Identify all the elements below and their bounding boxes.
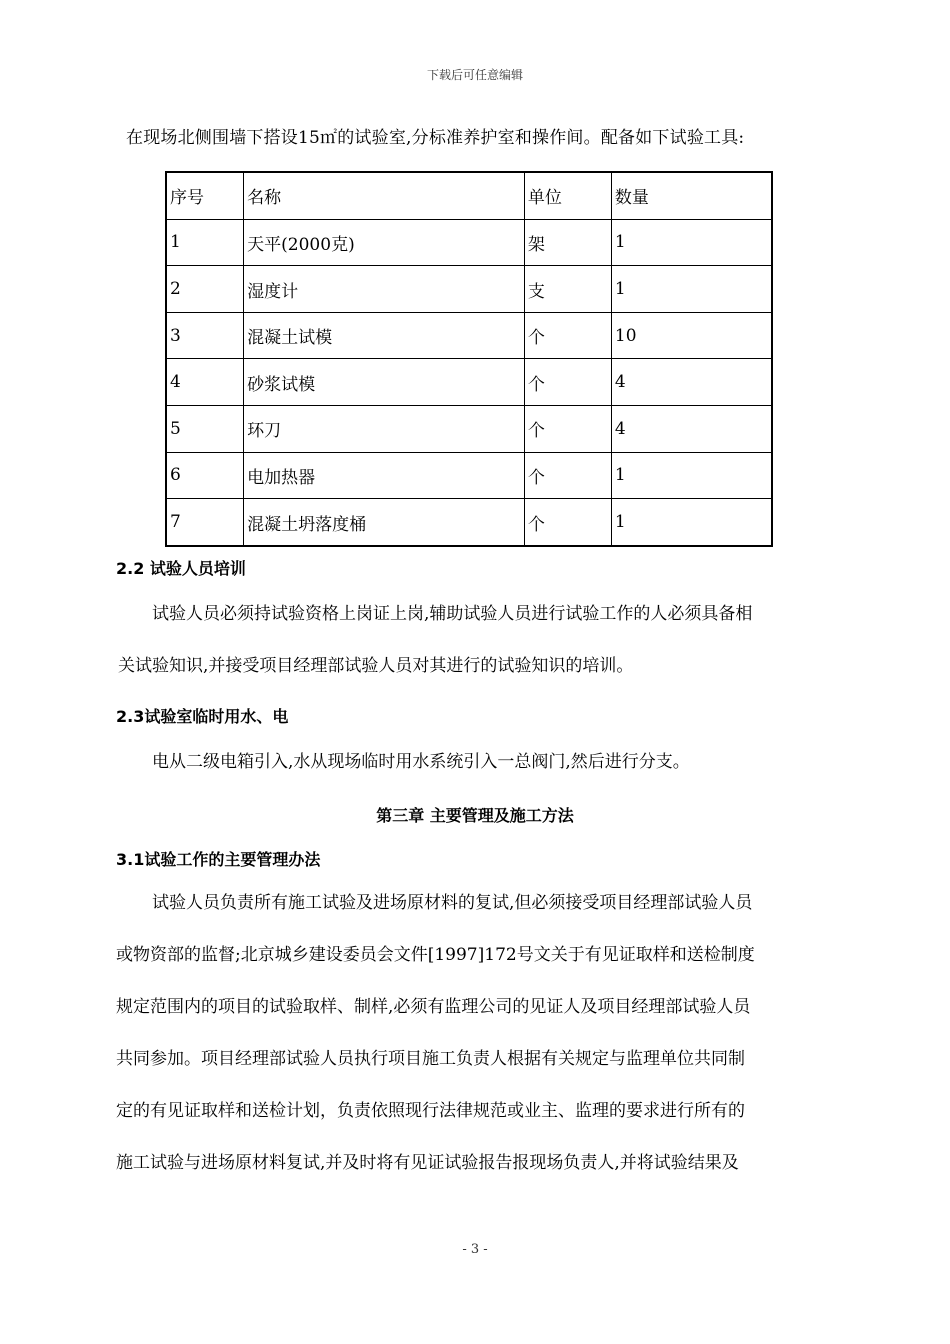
header-cell-name: 名称 <box>244 172 525 219</box>
cell-unit: 个 <box>524 452 611 499</box>
cell-name: 砂浆试模 <box>244 359 525 406</box>
cell-unit: 个 <box>524 499 611 546</box>
paragraph-3-1-line: 规定范围内的项目的试验取样、制样,必须有监理公司的见证人及项目经理部试验人员 <box>116 997 751 1017</box>
table-row <box>166 359 772 406</box>
paragraph-2-3-line: 电从二级电箱引入,水从现场临时用水系统引入一总阀门,然后进行分支。 <box>152 752 690 772</box>
cell-name: 天平(2000克) <box>244 219 525 266</box>
cell-unit: 个 <box>524 312 611 359</box>
cell-index: 6 <box>166 452 244 499</box>
cell-name: 环刀 <box>244 406 525 453</box>
intro-paragraph: 在现场北侧围墙下搭设15㎡的试验室,分标准养护室和操作间。配备如下试验工具: <box>126 128 745 148</box>
cell-unit: 支 <box>524 266 611 313</box>
paragraph-3-1-line: 试验人员负责所有施工试验及进场原材料的复试,但必须接受项目经理部试验人员 <box>152 893 753 913</box>
header-cell-quantity: 数量 <box>611 172 772 219</box>
paragraph-3-1-line: 施工试验与进场原材料复试,并及时将有见证试验报告报现场负责人,并将试验结果及 <box>116 1153 739 1173</box>
cell-name: 混凝土坍落度桶 <box>244 499 525 546</box>
table-row <box>166 499 772 546</box>
paragraph-3-1-line: 共同参加。项目经理部试验人员执行项目施工负责人根据有关规定与监理单位共同制 <box>116 1049 745 1069</box>
cell-index: 4 <box>166 359 244 406</box>
cell-quantity: 1 <box>611 266 772 313</box>
cell-quantity: 4 <box>611 406 772 453</box>
header-cell-index: 序号 <box>166 172 244 219</box>
cell-name: 混凝土试模 <box>244 312 525 359</box>
paragraph-2-2-line: 关试验知识,并接受项目经理部试验人员对其进行的试验知识的培训。 <box>118 656 634 676</box>
cell-name: 湿度计 <box>244 266 525 313</box>
table-row <box>166 266 772 313</box>
paragraph-3-1-line: 定的有见证取样和送检计划，负责依照现行法律规范或业主、监理的要求进行所有的 <box>116 1101 745 1121</box>
cell-index: 7 <box>166 499 244 546</box>
section-heading-2-2: 2.2 试验人员培训 <box>116 559 246 578</box>
cell-unit: 个 <box>524 359 611 406</box>
cell-quantity: 4 <box>611 359 772 406</box>
cell-index: 3 <box>166 312 244 359</box>
cell-quantity: 1 <box>611 452 772 499</box>
paragraph-2-2-line: 试验人员必须持试验资格上岗证上岗,辅助试验人员进行试验工作的人必须具备相 <box>152 604 753 624</box>
cell-unit: 架 <box>524 219 611 266</box>
cell-quantity: 1 <box>611 499 772 546</box>
cell-index: 2 <box>166 266 244 313</box>
table-row <box>166 219 772 266</box>
chapter-title: 第三章 主要管理及施工方法 <box>376 806 574 825</box>
tools-table <box>165 171 773 547</box>
cell-unit: 个 <box>524 406 611 453</box>
section-heading-2-3: 2.3试验室临时用水、电 <box>116 707 289 726</box>
table-header-row <box>166 172 772 219</box>
paragraph-3-1-line: 或物资部的监督;北京城乡建设委员会文件[1997]172号文关于有见证取样和送检制度 <box>116 945 755 965</box>
table-row <box>166 406 772 453</box>
header-cell-unit: 单位 <box>524 172 611 219</box>
cell-name: 电加热器 <box>244 452 525 499</box>
cell-index: 1 <box>166 219 244 266</box>
page-header: 下载后可任意编辑 <box>426 68 523 82</box>
table-row <box>166 452 772 499</box>
section-heading-3-1: 3.1试验工作的主要管理办法 <box>116 850 321 869</box>
cell-quantity: 10 <box>611 312 772 359</box>
table-row <box>166 312 772 359</box>
cell-index: 5 <box>166 406 244 453</box>
page-number: - 3 - <box>462 1242 488 1257</box>
cell-quantity: 1 <box>611 219 772 266</box>
